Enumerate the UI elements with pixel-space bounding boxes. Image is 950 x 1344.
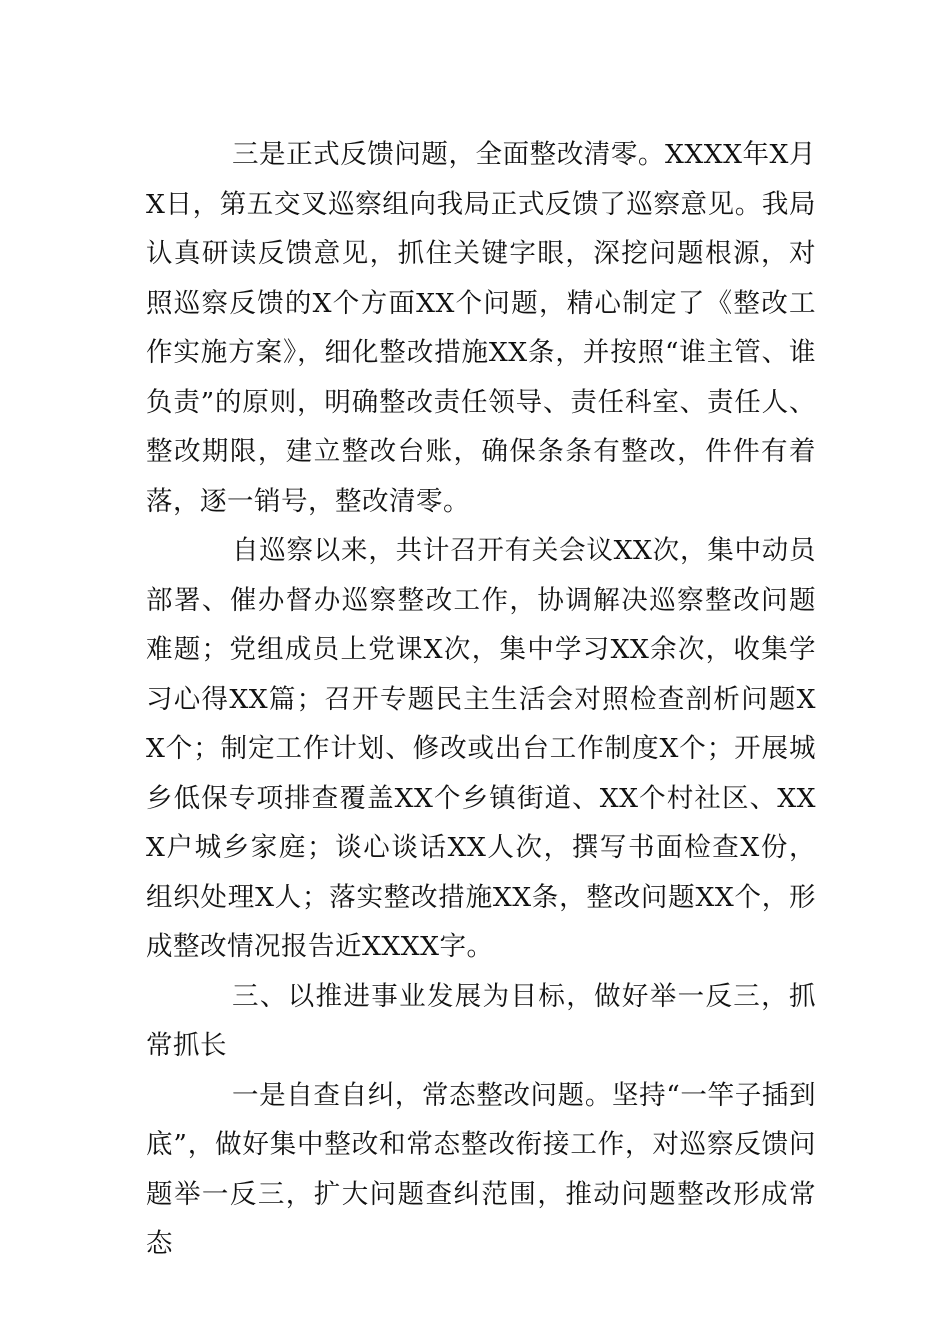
paragraph-self-inspection: 一是自查自纠，常态整改问题。坚持“一竿子插到底”，做好集中整改和常态整改衔接工作，对巡察反馈问题举一反三，扩大问题查纠范围，推动问题整改形成常态 [146, 1079, 816, 1259]
section-heading-three: 三、以推进事业发展为目标，做好举一反三，抓常抓长 [146, 980, 816, 1061]
document-body [146, 130, 816, 1269]
paragraph-feedback-rectification: 三是正式反馈问题，全面整改清零。XXXX年X月X日，第五交叉巡察组向我局正式反馈了巡察意见。我局认真研读反馈意见，抓住关键字眼，深挖问题根源，对照巡察反馈的X个方面XX个问题，精心制定了《整改工作实施方案》，细化整改措施XX条，并按照“谁主管、谁负责”的原则，明确整改责任领导、责任科室、责任人、整改期限，建立整改台账，确保条条有整改，件件有着落，逐一销号，整改清零。 [146, 139, 816, 517]
paragraph-inspection-statistics: 自巡察以来，共计召开有关会议XX次，集中动员部署、催办督办巡察整改工作，协调解决巡察整改问题难题；党组成员上党课X次，集中学习XX余次，收集学习心得XX篇；召开专题民主生活会对照检查剖析问题XX个；制定工作计划、修改或出台工作制度X个；开展城乡低保专项排查覆盖XX个乡镇街道、XX个村社区、XXX户城乡家庭；谈心谈话XX人次，撰写书面检查X份，组织处理X人；落实整改措施XX条，整改问题XX个，形成整改情况报告近XXXX字。 [146, 535, 816, 962]
